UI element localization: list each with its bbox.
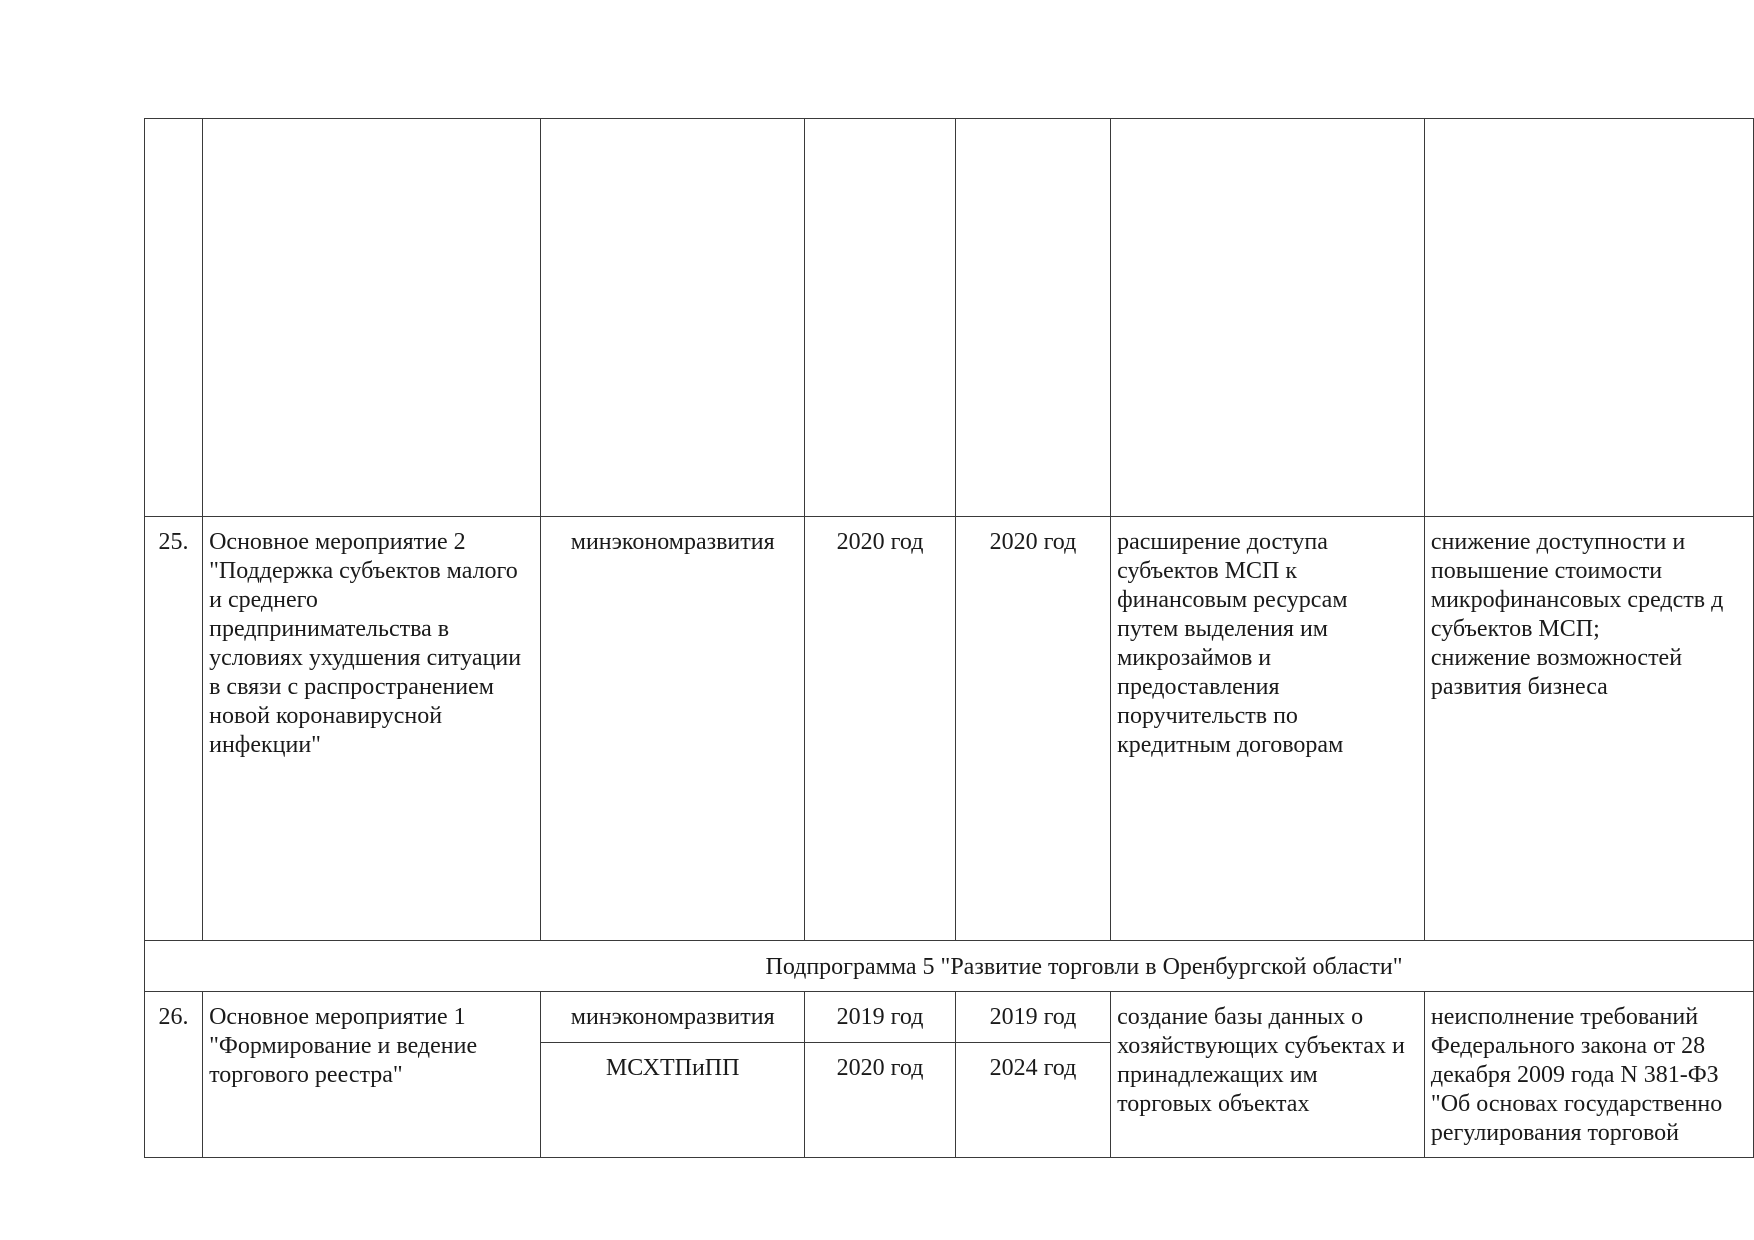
cell-name [203, 119, 541, 517]
cell-consequence: неисполнение требований Федерального закона от 28 декабря 2009 года N 381-ФЗ "Об основах государственно регулирования торговой [1424, 992, 1753, 1158]
cell-start [805, 119, 956, 517]
cell-result: расширение доступа субъектов МСП к финансовым ресурсам путем выделения им микрозаймов и предоставления поручительств по кредитным договорам [1111, 517, 1425, 941]
cell-result: создание базы данных о хозяйствующих субъектах и принадлежащих им торговых объектах [1111, 992, 1425, 1158]
cell-start: 2020 год [805, 517, 956, 941]
cell-executor: минэкономразвития [541, 992, 805, 1043]
cell-start: 2020 год [805, 1043, 956, 1158]
cell-name: Основное мероприятие 2 "Поддержка субъектов малого и среднего предпринимательства в условиях ухудшения ситуации в связи с распространением новой коронавирусной инфекции" [203, 517, 541, 941]
cell-number [145, 119, 203, 517]
table-row-25 [145, 517, 1754, 941]
cell-consequence [1424, 119, 1753, 517]
cell-executor [541, 119, 805, 517]
cell-end: 2024 год [955, 1043, 1110, 1158]
cell-end: 2019 год [955, 992, 1110, 1043]
cell-result [1111, 119, 1425, 517]
cell-name: Основное мероприятие 1 "Формирование и ведение торгового реестра" [203, 992, 541, 1158]
table-row-continuation [145, 119, 1754, 517]
cell-executor: минэкономразвития [541, 517, 805, 941]
cell-end: 2020 год [955, 517, 1110, 941]
cell-executor: МСХТПиПП [541, 1043, 805, 1158]
cell-number: 26. [145, 992, 203, 1158]
program-table [144, 118, 1754, 1158]
section-title-cell [145, 941, 1754, 992]
cell-start: 2019 год [805, 992, 956, 1043]
table-row-26a [145, 992, 1754, 1043]
cell-number: 25. [145, 517, 203, 941]
cell-end [955, 119, 1110, 517]
section-row [145, 941, 1754, 992]
section-title: Подпрограмма 5 "Развитие торговли в Оренбургской области" [765, 954, 1403, 980]
cell-consequence: снижение доступности и повышение стоимости микрофинансовых средств д субъектов МСП; снижение возможностей развития бизнеса [1424, 517, 1753, 941]
